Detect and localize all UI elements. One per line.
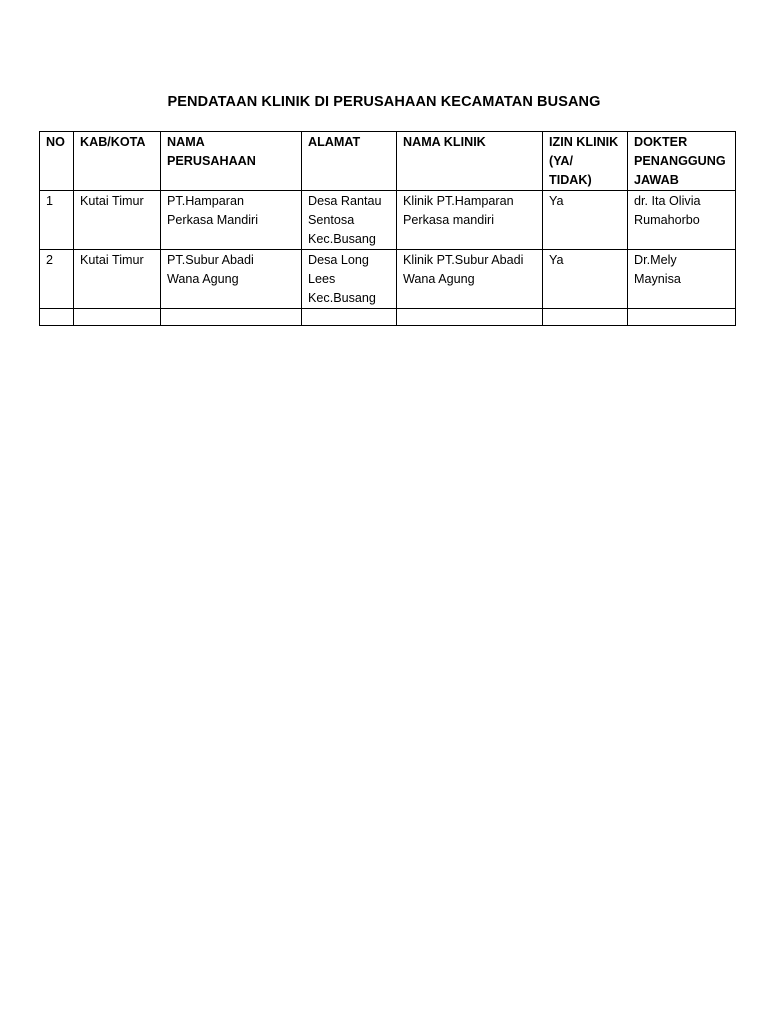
- cell-no: [40, 309, 74, 326]
- header-cell-izin-klinik: IZIN KLINIK (YA/ TIDAK): [543, 132, 628, 191]
- table-row: [40, 191, 736, 250]
- header-cell-alamat: ALAMAT: [302, 132, 397, 191]
- page-title: PENDATAAN KLINIK DI PERUSAHAAN KECAMATAN BUSANG: [167, 94, 601, 110]
- cell-kab-kota: Kutai Timur: [74, 250, 161, 309]
- cell-nama-klinik: Klinik PT.Subur Abadi Wana Agung: [397, 250, 543, 309]
- cell-dokter-penanggung-jawab: dr. Ita Olivia Rumahorbo: [628, 191, 736, 250]
- header-cell-nama-perusahaan: NAMA PERUSAHAAN: [161, 132, 302, 191]
- cell-no: 2: [40, 250, 74, 309]
- cell-alamat: Desa Rantau Sentosa Kec.Busang: [302, 191, 397, 250]
- clinic-data-table: [39, 131, 736, 326]
- cell-nama-perusahaan: PT.Subur Abadi Wana Agung: [161, 250, 302, 309]
- cell-no: 1: [40, 191, 74, 250]
- table-row-empty: [40, 309, 736, 326]
- cell-izin-klinik: Ya: [543, 250, 628, 309]
- cell-dokter-penanggung-jawab: Dr.Mely Maynisa: [628, 250, 736, 309]
- cell-nama-klinik: [397, 309, 543, 326]
- cell-nama-klinik: Klinik PT.Hamparan Perkasa mandiri: [397, 191, 543, 250]
- cell-alamat: [302, 309, 397, 326]
- cell-kab-kota: Kutai Timur: [74, 191, 161, 250]
- header-cell-nama-klinik: NAMA KLINIK: [397, 132, 543, 191]
- cell-izin-klinik: Ya: [543, 191, 628, 250]
- cell-alamat: Desa Long Lees Kec.Busang: [302, 250, 397, 309]
- cell-dokter-penanggung-jawab: [628, 309, 736, 326]
- header-cell-no: NO: [40, 132, 74, 191]
- table-row: [40, 250, 736, 309]
- table-header-row: [40, 132, 736, 191]
- cell-kab-kota: [74, 309, 161, 326]
- cell-nama-perusahaan: [161, 309, 302, 326]
- header-cell-dokter-penanggung-jawab: DOKTER PENANGGUNG JAWAB: [628, 132, 736, 191]
- cell-izin-klinik: [543, 309, 628, 326]
- header-cell-kab-kota: KAB/KOTA: [74, 132, 161, 191]
- cell-nama-perusahaan: PT.Hamparan Perkasa Mandiri: [161, 191, 302, 250]
